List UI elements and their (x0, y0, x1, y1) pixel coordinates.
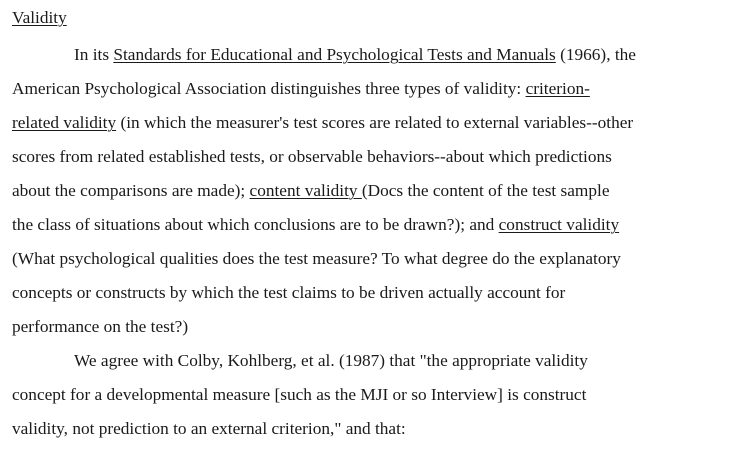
text-line (12, 38, 732, 72)
text-line (12, 174, 732, 208)
book-title: Standards for Educational and Psychological Tests and Manuals (113, 45, 556, 64)
term-construct-validity: construct validity (498, 215, 620, 234)
paragraph-agreement (12, 344, 732, 446)
text-line: (What psychological qualities does the test measure? To what degree do the explanatory (12, 249, 621, 268)
text-line (12, 208, 732, 242)
text-line: scores from related established tests, or observable behaviors--about which predictions (12, 147, 612, 166)
section-heading: Validity (12, 8, 67, 27)
term-criterion-related: criterion- (525, 79, 590, 98)
document-page (12, 0, 732, 446)
text-span: (1966), the (555, 45, 636, 64)
text-span: American Psychological Association distinguishes three types of validity: (12, 79, 526, 98)
text-line (12, 106, 732, 140)
text-span: the class of situations about which conclusions are to be drawn?); and (12, 215, 499, 234)
text-line (12, 72, 732, 106)
text-line: validity, not prediction to an external criterion," and that: (12, 419, 406, 438)
text-span: (in which the measurer's test scores are related to external variables--other (116, 113, 634, 132)
text-span: (Docs the content of the test sample (361, 181, 610, 200)
text-span: In its (74, 45, 114, 64)
text-line: We agree with Colby, Kohlberg, et al. (1987) that "the appropriate validity (74, 351, 588, 370)
text-span: about the comparisons are made); (12, 181, 250, 200)
term-criterion-related-cont: related validity (12, 113, 117, 132)
text-line: concept for a developmental measure [such as the MJI or so Interview] is construct (12, 385, 587, 404)
paragraph-validity-types (12, 38, 732, 344)
term-content-validity: content validity (249, 181, 362, 200)
text-line: concepts or constructs by which the test claims to be driven actually account for (12, 283, 566, 302)
text-line: performance on the test?) (12, 317, 189, 336)
